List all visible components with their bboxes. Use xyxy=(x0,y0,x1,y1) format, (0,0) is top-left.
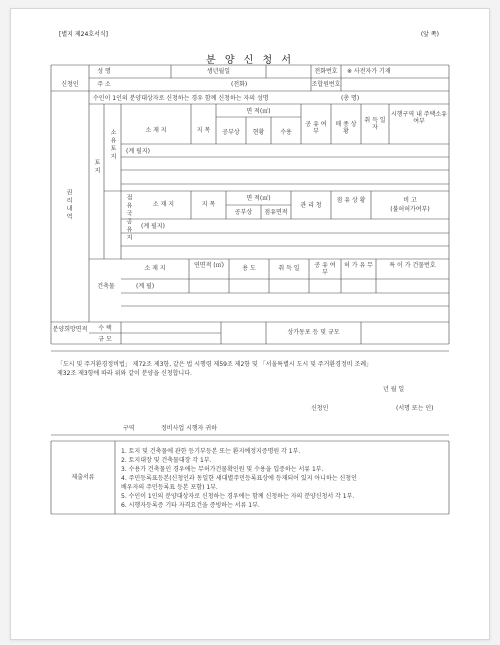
owned-land-count: (계 필지) xyxy=(126,148,150,155)
occ-area-header: 면 적(㎡) xyxy=(246,195,271,202)
occ-lot-type-header: 지 목 xyxy=(201,201,216,208)
occ-status-header: 점 유 상 황 xyxy=(336,197,366,204)
owned-common-header: 공 유 여 부 xyxy=(305,121,327,135)
b-area-header: 연면적 (㎡) xyxy=(194,262,224,269)
attachment-item: 5. 수인이 1인의 분양대상자로 신청하는 경우에는 함께 신청하는 자의 분양신청서 각 1부. xyxy=(121,493,355,500)
attachment-item: 1. 토지 및 건축물에 관한 등기부등본 또는 환지예정지증명원 각 1부. xyxy=(121,448,301,455)
form-number: [별지 제24호서식] xyxy=(59,31,108,38)
form-page xyxy=(10,8,490,640)
occ-land-count: (계 필지) xyxy=(141,223,165,230)
recipient-prefix: 구역 xyxy=(123,425,135,432)
b-special-header: 특 이 가 건물번호 xyxy=(389,262,436,269)
attachments-label: 제출서류 xyxy=(71,474,95,481)
b-location-header: 소 재 지 xyxy=(144,265,166,272)
building-count: (계 필) xyxy=(136,283,155,290)
occ-area-public: 공부상 xyxy=(234,209,253,216)
attachment-item: 3. 수용가 건축물인 경우에는 무허가건물확인원 및 수용을 입증하는 서류 1부. xyxy=(121,466,324,473)
name-label: 성 명 xyxy=(97,68,111,75)
signer-label: 신청인 xyxy=(311,405,329,412)
b-common-header: 공 유 여 부 xyxy=(314,262,336,276)
b-permit-header: 허 가 유 무 xyxy=(344,262,373,269)
owned-housing-header: 시행구역 내 주택소유 여부 xyxy=(391,111,447,125)
phone-note: ※ 사전자가 기재 xyxy=(347,68,391,75)
statement-line1: 「도시 및 주거환경정비법」 제72조 제3항, 같은 법 시행령 제59조 제2항 및 「서울특별시 도시 및 주거환경정비 조례」 xyxy=(57,361,373,368)
applicant-section-label: 신청인 xyxy=(61,81,79,88)
statement-line2: 제32조 제3항에 따라 위와 같이 분양을 신청합니다. xyxy=(57,370,192,377)
occ-remarks-sub: (불허허가여부) xyxy=(390,206,430,213)
building-label: 건축물 xyxy=(97,283,115,290)
occ-manage-header: 관 리 청 xyxy=(300,202,322,209)
owned-area-public: 공부상 xyxy=(222,129,240,136)
occ-location-header: 소 재 지 xyxy=(152,201,175,208)
recipient: 정비사업 시행자 귀하 xyxy=(161,425,217,432)
owned-location-header: 소 재 지 xyxy=(145,127,167,134)
attachment-item: 6. 시행자등록증 기타 자격요건을 증빙하는 서류 1부. xyxy=(121,502,260,509)
owned-lot-type-header: 지 목 xyxy=(196,127,211,134)
birth-label: 생년월일 xyxy=(206,68,231,75)
attachment-item: 배우자의 주민등록표 등본 포함) 1부. xyxy=(121,484,218,491)
desired-row1: 수 택 xyxy=(98,325,112,332)
owned-area-current: 현황 xyxy=(252,129,265,136)
rights-intro: 수인이 1인의 분양대상자로 신청하는 경우 함께 신청하는 자의 성명 xyxy=(93,95,269,102)
b-acq-header: 취 득 일 xyxy=(278,265,300,272)
address-phone: (전화) xyxy=(231,81,248,88)
form-table-lines xyxy=(11,9,489,639)
attachments-list xyxy=(121,447,447,510)
rights-section-label: 권리내역 xyxy=(65,189,72,221)
owned-land-label: 소유토지 xyxy=(109,129,116,161)
form-title: 분 양 신 청 서 xyxy=(205,55,294,66)
owned-acq-date-header: 취 득 일 자 xyxy=(364,117,386,131)
b-use-header: 용 도 xyxy=(242,265,256,272)
sign-note: (서명 또는 인) xyxy=(396,405,434,412)
page-side: (앞 쪽) xyxy=(420,31,439,38)
phone-label: 전화번호 xyxy=(314,68,338,75)
owned-area-header: 면 적(㎡) xyxy=(246,108,271,115)
desired-section-label: 분양희망면적 xyxy=(52,326,88,333)
attachment-item: 4. 주민등록표등본(신청인과 동일한 세대별주민등록표상에 등재되어 있지 아니하는 신청인 xyxy=(121,475,357,482)
attachment-item: 2. 토지대장 및 건축물대장 각 1부. xyxy=(121,457,212,464)
public-land-label: 점유국공유지 xyxy=(125,194,132,242)
desired-row2: 규 모 xyxy=(98,336,112,343)
rights-intro-count: (총 명) xyxy=(341,95,360,102)
occ-remarks-header: 비 고 xyxy=(403,197,417,204)
statement-date: 년 월 일 xyxy=(383,386,405,393)
land-label: 토지 xyxy=(93,159,100,175)
union-no-label: 조합원번호 xyxy=(311,81,341,88)
owned-area-use: 수용 xyxy=(280,129,292,136)
owned-sale-header: 매 종 상 황 xyxy=(335,121,357,135)
address-label: 주 소 xyxy=(97,81,111,88)
desired-right: 상가동포 등 및 규모 xyxy=(287,329,340,336)
occ-area-current: 점유면적 xyxy=(264,209,288,216)
